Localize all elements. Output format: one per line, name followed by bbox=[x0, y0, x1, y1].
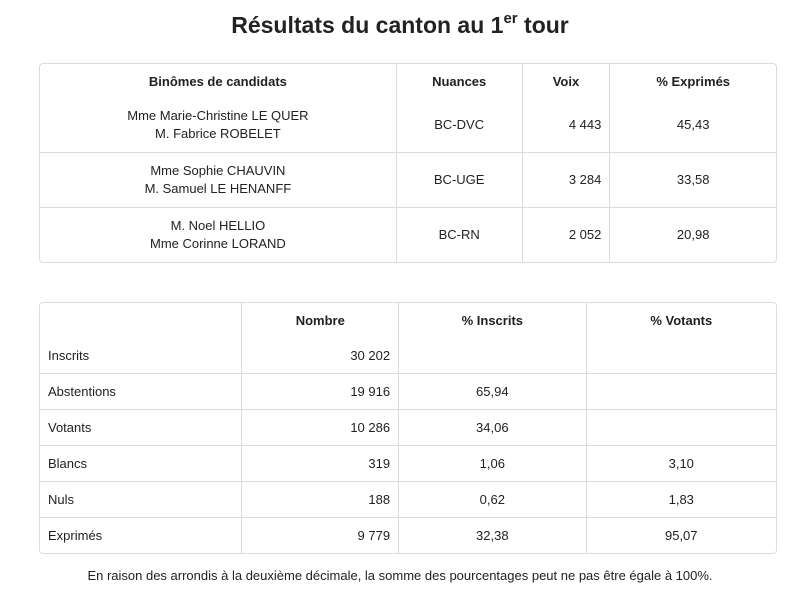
page-title-tail: tour bbox=[517, 12, 569, 38]
candidate-name: Mme Sophie CHAUVIN bbox=[150, 163, 286, 178]
candidate-name: Mme Corinne LORAND bbox=[149, 236, 286, 251]
candidate-name: Mme Marie-Christine LE QUER bbox=[127, 108, 309, 123]
candidate-name: M. Samuel LE HENANFF bbox=[144, 181, 292, 196]
nuance-cell: BC-DVC bbox=[397, 98, 523, 153]
pct-votants-cell: 1,83 bbox=[587, 482, 776, 518]
page-title-main: Résultats du canton au 1 bbox=[231, 12, 504, 38]
row-label: Votants bbox=[40, 410, 242, 446]
candidates-results-table bbox=[39, 63, 777, 263]
table-row bbox=[40, 208, 776, 262]
table-row bbox=[40, 98, 776, 153]
table-row bbox=[40, 446, 776, 482]
candidate-name: M. Noel HELLIO bbox=[170, 218, 266, 233]
pct-votants-cell: 3,10 bbox=[587, 446, 776, 482]
table-row bbox=[40, 482, 776, 518]
nombre-cell: 10 286 bbox=[242, 410, 399, 446]
table-header-row bbox=[40, 64, 776, 98]
table-row bbox=[40, 518, 776, 553]
candidate-name: M. Fabrice ROBELET bbox=[155, 126, 281, 141]
candidates-cell bbox=[40, 208, 397, 262]
voix-cell: 2 052 bbox=[523, 208, 611, 262]
row-label: Abstentions bbox=[40, 374, 242, 410]
pct-inscrits-cell: 32,38 bbox=[399, 518, 586, 553]
nuance-cell: BC-UGE bbox=[397, 153, 523, 208]
pct-exprimes-cell: 45,43 bbox=[610, 98, 776, 153]
participation-table bbox=[39, 302, 777, 554]
voix-cell: 3 284 bbox=[523, 153, 611, 208]
pct-votants-cell: 95,07 bbox=[664, 528, 698, 543]
pct-exprimes-cell: 33,58 bbox=[610, 153, 776, 208]
row-label: Exprimés bbox=[40, 518, 242, 553]
nombre-cell: 188 bbox=[242, 482, 399, 518]
column-header-votants: % Votants bbox=[650, 313, 713, 328]
candidates-cell bbox=[40, 98, 397, 153]
pct-inscrits-cell bbox=[399, 338, 586, 374]
column-header-exprimes: % Exprimés bbox=[656, 73, 731, 89]
column-header-candidats: Binômes de candidats bbox=[40, 64, 397, 98]
nombre-cell: 9 779 bbox=[242, 518, 399, 553]
column-header-voix: Voix bbox=[523, 64, 611, 98]
pct-votants-cell bbox=[587, 410, 776, 446]
table-header-row bbox=[40, 303, 776, 338]
page-title bbox=[0, 8, 800, 42]
column-header-nuances: Nuances bbox=[397, 64, 523, 98]
table-row bbox=[40, 374, 776, 410]
pct-inscrits-cell: 1,06 bbox=[399, 446, 586, 482]
pct-exprimes-cell: 20,98 bbox=[676, 227, 710, 242]
table-row bbox=[40, 338, 776, 374]
nombre-cell: 30 202 bbox=[242, 338, 399, 374]
pct-inscrits-cell: 65,94 bbox=[399, 374, 586, 410]
table-row bbox=[40, 153, 776, 208]
page-title-superscript: er bbox=[503, 10, 518, 28]
candidates-cell bbox=[40, 153, 397, 208]
rounding-footnote: En raison des arrondis à la deuxième décimale, la somme des pourcentages peut ne pas être égale à 100%. bbox=[87, 568, 713, 583]
pct-inscrits-cell: 0,62 bbox=[399, 482, 586, 518]
column-header-inscrits: % Inscrits bbox=[399, 303, 586, 338]
nuance-cell: BC-RN bbox=[397, 208, 523, 262]
row-label: Inscrits bbox=[40, 338, 242, 374]
table-row bbox=[40, 410, 776, 446]
column-header-nombre: Nombre bbox=[242, 303, 399, 338]
pct-votants-cell bbox=[587, 374, 776, 410]
row-label: Blancs bbox=[40, 446, 242, 482]
voix-cell: 4 443 bbox=[523, 98, 611, 153]
nombre-cell: 19 916 bbox=[242, 374, 399, 410]
column-header-empty bbox=[40, 303, 242, 338]
nombre-cell: 319 bbox=[242, 446, 399, 482]
row-label: Nuls bbox=[40, 482, 242, 518]
pct-inscrits-cell: 34,06 bbox=[399, 410, 586, 446]
pct-votants-cell bbox=[587, 338, 776, 374]
